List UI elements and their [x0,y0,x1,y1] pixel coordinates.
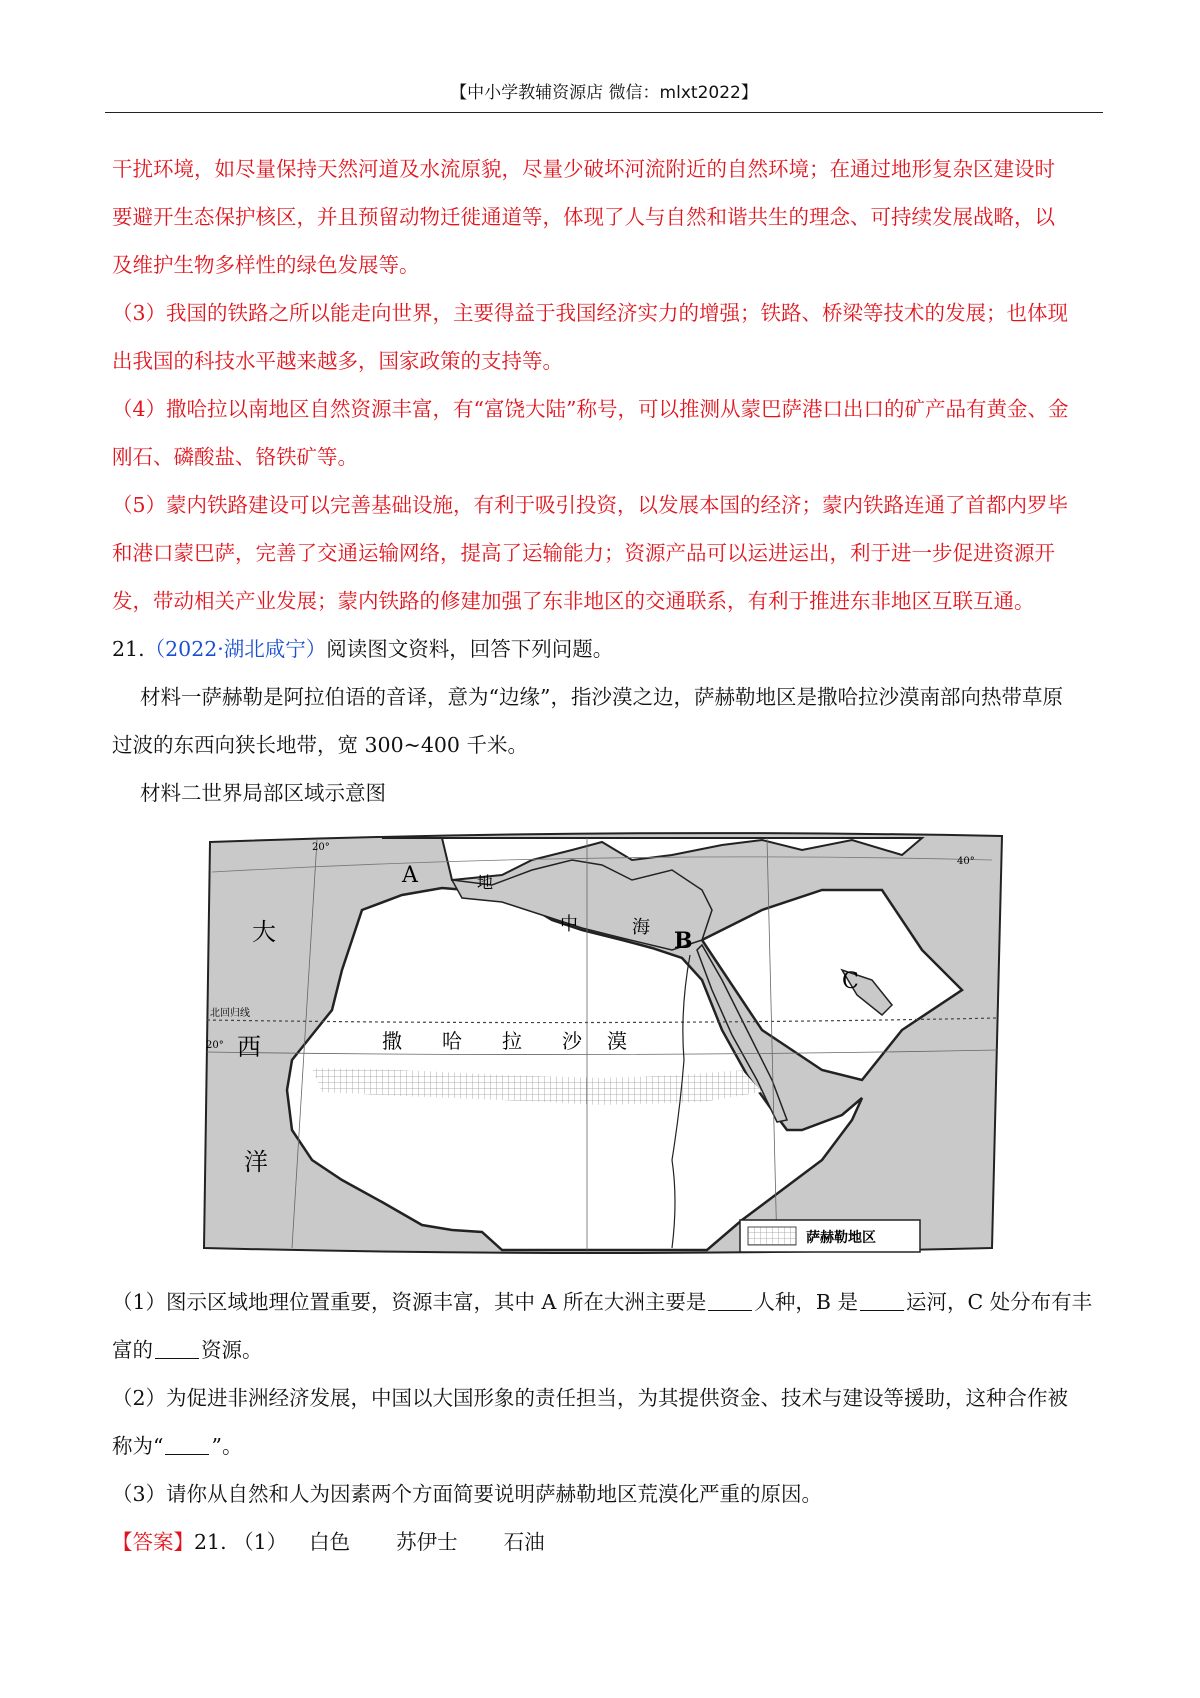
question-3: （3）请你从自然和人为因素两个方面简要说明萨赫勒地区荒漠化严重的原因。 [112,1482,823,1506]
question-2: （2）为促进非洲经济发展，中国以大国形象的责任担当，为其提供资金、技术与建设等援助，这种合作被 [112,1386,1069,1410]
answer-item: 石油 [503,1530,545,1554]
map-label-desert: 撒 [382,1029,402,1053]
answer-prev-line: 和港口蒙巴萨，完善了交通运输网络，提高了运输能力；资源产品可以运进运出，利于进一步促进资源开 [112,541,1055,565]
map-label-deg20-top: 20° [312,842,330,853]
answer-blank [708,1292,752,1311]
q1-text: 运河，C 处分布有丰 [905,1290,1093,1314]
map-label-sea2: 海 [632,917,650,938]
answer-prev-line: 及维护生物多样性的绿色发展等。 [112,253,420,277]
q2-text: ”。 [211,1434,243,1458]
question-source: （2022·湖北咸宁） [144,637,327,661]
material1-line: 过波的东西向狭长地带，宽 300~400 千米。 [112,733,528,757]
map-label-desert: 沙 [562,1029,582,1053]
question-1-cont [112,1326,1102,1374]
question-number: 21. [112,637,145,661]
answer-blank [165,1436,209,1455]
answer-prev-line: （5）蒙内铁路建设可以完善基础设施，有利于吸引投资，以发展本国的经济；蒙内铁路连通了首都内罗毕 [112,493,1069,517]
answer-prev-line: 干扰环境，如尽量保持天然河道及水流原貌，尽量少破坏河流附近的自然环境；在通过地形复杂区建设时 [112,157,1055,181]
question-2-cont [112,1422,1102,1470]
answer-prev-line: 要避开生态保护核区，并且预留动物迁徙通道等，体现了人与自然和谐共生的理念、可持续发展战略，以 [112,205,1055,229]
answer-item: 白色 [309,1530,351,1554]
map-label-ocean3: 洋 [244,1148,268,1176]
map-label-deg40: 40° [957,856,975,867]
q1-text: 富的 [112,1338,153,1362]
page-header: 【中小学教辅资源店 微信：mlxt2022】 [450,83,758,103]
answer-prev-line: 刚石、磷酸盐、铬铁矿等。 [112,445,358,469]
world-region-map [202,830,1008,1260]
question-heading [112,625,1102,673]
map-label-ocean1: 大 [252,918,276,946]
q1-text: （1）图示区域地理位置重要，资源丰富，其中 A 所在大洲主要是 [112,1290,707,1314]
answer-tag: 【答案】 [112,1530,194,1554]
legend-label: 萨赫勒地区 [806,1230,876,1246]
map-label-ocean2: 西 [237,1033,261,1061]
answer-item: 苏伊士 [396,1530,458,1554]
answer-label: 21. （1） [194,1530,288,1554]
answer-blank [155,1340,199,1359]
map-label-desert: 拉 [502,1029,522,1053]
material2-caption: 材料二世界局部区域示意图 [140,781,386,805]
header-rule [105,112,1103,113]
map-label-deg20: 20° [206,1040,224,1051]
answer-prev-line: （3）我国的铁路之所以能走向世界，主要得益于我国经济实力的增强；铁路、桥梁等技术的发展；也体现 [112,301,1069,325]
material1-line: 材料一萨赫勒是阿拉伯语的音译，意为“边缘”，指沙漠之边，萨赫勒地区是撒哈拉沙漠南部向热带草原 [140,685,1063,709]
question-prompt: 阅读图文资料，回答下列问题。 [326,637,614,661]
map-label-sea1: 中 [560,914,578,935]
map-label-C: C [842,969,859,994]
q1-text: 资源。 [201,1338,263,1362]
map-label-desert: 哈 [442,1029,462,1053]
map-label-tropic: 北回归线 [210,1008,250,1019]
q2-text: 称为“ [112,1434,164,1458]
answer-prev-line: 出我国的科技水平越来越多，国家政策的支持等。 [112,349,563,373]
map-label-A: A [402,863,418,888]
answer-prev-line: （4）撒哈拉以南地区自然资源丰富，有“富饶大陆”称号，可以推测从蒙巴萨港口出口的矿产品有黄金、金 [112,397,1069,421]
question-1 [112,1278,1102,1326]
answer-line [112,1518,1102,1566]
q1-text: 人种，B 是 [754,1290,858,1314]
answer-blank [860,1292,904,1311]
map-label-place: 地 [477,873,494,892]
legend-swatch [748,1227,796,1245]
map-label-B: B [674,928,693,954]
map-label-desert: 漠 [607,1029,627,1053]
answer-prev-line: 发，带动相关产业发展；蒙内铁路的修建加强了东非地区的交通联系，有利于推进东非地区互联互通。 [112,589,1035,613]
